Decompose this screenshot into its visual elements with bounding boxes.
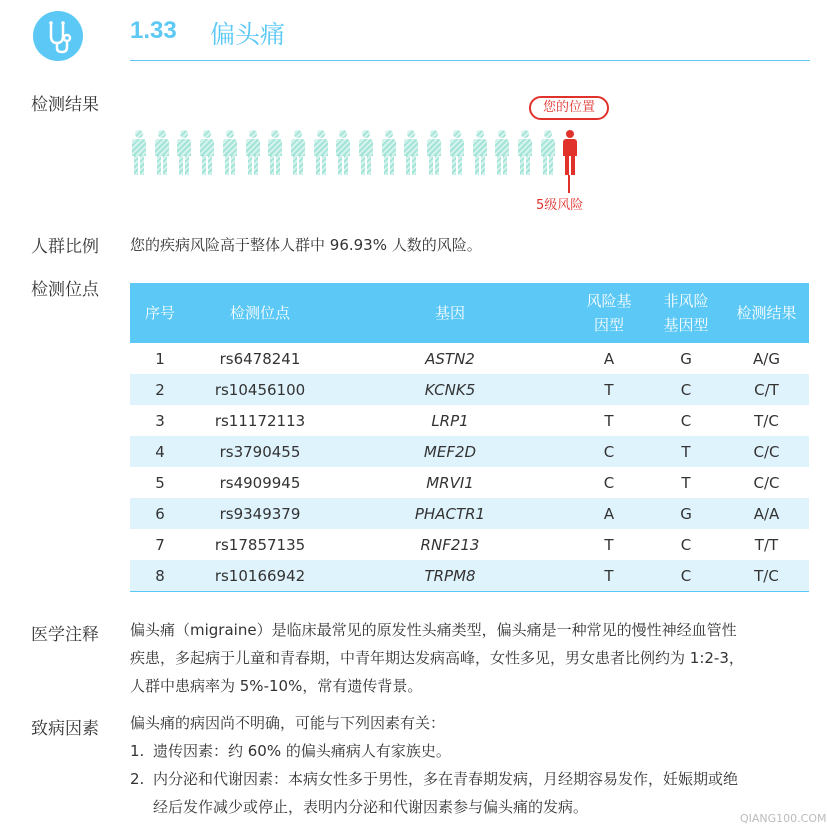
cell-no: 7 [155, 535, 165, 554]
cell-result: C/C [753, 473, 780, 492]
header-divider [130, 60, 810, 61]
cell-no: 5 [155, 473, 165, 492]
cell-result: C/C [753, 442, 780, 461]
table-row [130, 560, 809, 591]
factors-label: 致病因素 [31, 719, 99, 739]
notes-line: 人群中患病率为 5%-10%，常有遗传背景。 [130, 677, 423, 695]
cell-result: A/A [753, 504, 780, 523]
cell-site: rs9349379 [219, 504, 301, 523]
cell-site: rs10456100 [214, 380, 306, 399]
person-icon [380, 130, 398, 175]
cell-risk: A [603, 349, 615, 368]
cell-site: rs4909945 [219, 473, 301, 492]
cell-no: 1 [155, 349, 165, 368]
cell-site: rs10166942 [214, 566, 306, 585]
cell-nonrisk: T [681, 473, 691, 492]
cell-no: 8 [155, 566, 165, 585]
cell-result: C/T [754, 380, 779, 399]
cell-gene: RNF213 [420, 535, 480, 554]
cell-no: 3 [155, 411, 165, 430]
stethoscope-icon [33, 11, 83, 61]
cell-site: rs3790455 [219, 442, 301, 461]
person-icon [130, 130, 148, 175]
ratio-text: 您的疾病风险高于整体人群中 96.93% 人数的风险。 [130, 236, 482, 254]
cell-risk: C [603, 442, 615, 461]
notes-label: 医学注释 [31, 625, 99, 645]
you-pointer-line [568, 175, 570, 193]
cell-site: rs6478241 [219, 349, 301, 368]
col-header-nonrisk: 非风险 基因型 [663, 292, 709, 334]
you-person-icon [561, 130, 579, 175]
cell-risk: C [603, 473, 615, 492]
cell-risk: A [603, 504, 615, 523]
cell-site: rs11172113 [214, 411, 306, 430]
cell-no: 4 [155, 442, 165, 461]
cell-gene: TRPM8 [424, 566, 476, 585]
cell-risk: T [604, 411, 614, 430]
table-header [130, 283, 809, 343]
watermark: QIANG100.COM [740, 812, 827, 825]
table-row [130, 405, 809, 436]
ratio-label: 人群比例 [31, 237, 99, 257]
factor-item-text: 内分泌和代谢因素：本病女性多于男性，多在青春期发病，月经期容易发作，妊娠期或绝 [153, 770, 739, 788]
cell-risk: T [604, 380, 614, 399]
person-icon [357, 130, 375, 175]
cell-result: T/T [754, 535, 779, 554]
person-icon [493, 130, 511, 175]
person-icon [471, 130, 489, 175]
you-position-badge: 您的位置 [529, 96, 609, 120]
cell-no: 6 [155, 504, 165, 523]
cell-nonrisk: T [681, 442, 691, 461]
person-icon [334, 130, 352, 175]
cell-nonrisk: C [680, 535, 692, 554]
factor-item-text: 遗传因素：约 60% 的偏头痛病人有家族史。 [153, 742, 451, 760]
cell-gene: ASTN2 [425, 349, 475, 368]
person-icon [289, 130, 307, 175]
col-header-no: 序号 [144, 304, 175, 322]
cell-result: T/C [754, 566, 779, 585]
cell-nonrisk: C [680, 566, 692, 585]
cell-gene: KCNK5 [424, 380, 476, 399]
cell-site: rs17857135 [214, 535, 306, 554]
col-header-site: 检测位点 [229, 304, 290, 322]
person-icon [425, 130, 443, 175]
factor-number: 1. [130, 742, 145, 760]
table-body [130, 343, 809, 591]
col-header-result: 检测结果 [736, 304, 797, 322]
factor-item-text: 经后发作减少或停止，表明内分泌和代谢因素参与偏头痛的发病。 [153, 798, 589, 816]
person-icon [448, 130, 466, 175]
factor-number: 2. [130, 770, 145, 788]
person-icon [153, 130, 171, 175]
person-icon [175, 130, 193, 175]
cell-risk: T [604, 535, 614, 554]
person-icon [312, 130, 330, 175]
col-header-gene: 基因 [434, 304, 465, 322]
notes-text [130, 616, 815, 700]
table-row [130, 529, 809, 560]
person-icon [266, 130, 284, 175]
col-header-risk: 风险基 因型 [586, 292, 632, 334]
table-row [130, 343, 809, 374]
cell-no: 2 [155, 380, 165, 399]
cell-gene: PHACTR1 [414, 504, 486, 523]
notes-line: 偏头痛（migraine）是临床最常见的原发性头痛类型，偏头痛是一种常见的慢性神经血管性 [130, 621, 737, 639]
result-label: 检测结果 [31, 95, 99, 115]
person-icon [198, 130, 216, 175]
cell-gene: MEF2D [423, 442, 477, 461]
person-icon [402, 130, 420, 175]
table-row [130, 436, 809, 467]
person-icon [244, 130, 262, 175]
sites-table [130, 283, 809, 592]
cell-result: T/C [754, 411, 779, 430]
population-figures [130, 130, 590, 175]
person-icon [516, 130, 534, 175]
table-row [130, 467, 809, 498]
table-bottom-line [130, 591, 809, 592]
sites-label: 检测位点 [31, 280, 99, 300]
cell-gene: LRP1 [431, 411, 469, 430]
page-title: 偏头痛 [210, 20, 286, 49]
notes-line: 疾患，多起病于儿童和青春期，中青年期达发病高峰，女性多见，男女患者比例约为 1:2-3， [130, 649, 744, 667]
cell-result: A/G [753, 349, 780, 368]
table-row [130, 374, 809, 405]
person-icon [539, 130, 557, 175]
factors-intro: 偏头痛的病因尚不明确，可能与下列因素有关： [130, 714, 446, 732]
section-number: 1.33 [130, 17, 177, 44]
cell-nonrisk: C [680, 411, 692, 430]
cell-nonrisk: G [680, 504, 692, 523]
cell-nonrisk: G [680, 349, 692, 368]
cell-nonrisk: C [680, 380, 692, 399]
risk-level-label: 5级风险 [536, 198, 584, 213]
table-row [130, 498, 809, 529]
person-icon [221, 130, 239, 175]
cell-risk: T [604, 566, 614, 585]
cell-gene: MRVI1 [426, 473, 474, 492]
